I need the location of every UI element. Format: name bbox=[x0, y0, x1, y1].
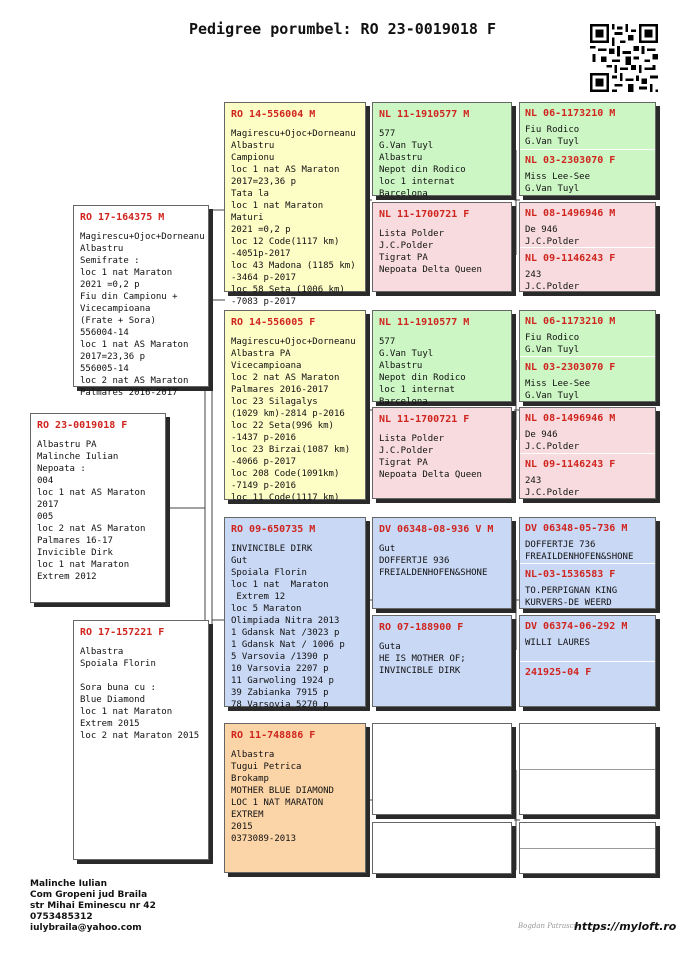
website-link[interactable]: https://myloft.ro bbox=[574, 920, 677, 933]
gggp-pair-card[interactable] bbox=[519, 202, 656, 292]
gggp-details: De 946 J.C.Polder bbox=[525, 225, 580, 247]
gggp-details: De 946 J.C.Polder bbox=[525, 430, 580, 452]
owner-locality: Com Gropeni jud Braila bbox=[30, 890, 148, 900]
gggp-details: Fiu Rodico G.Van Tuyl bbox=[525, 333, 580, 355]
gggp-ring: DV 06374-06-292 M bbox=[525, 621, 628, 632]
great-grandparent-ring: NL 11-1700721 F bbox=[379, 209, 470, 220]
great-grandparent-card[interactable] bbox=[372, 615, 512, 707]
gggp-entry bbox=[520, 150, 655, 196]
gggp-pair-card-empty[interactable] bbox=[519, 822, 656, 874]
grandparent-ring: RO 11-748886 F bbox=[231, 730, 316, 741]
great-grandparent-card[interactable] bbox=[372, 202, 512, 292]
gggp-ring: DV 06348-05-736 M bbox=[525, 523, 628, 534]
gggp-entry bbox=[520, 408, 655, 453]
great-grandparent-card[interactable] bbox=[372, 102, 512, 199]
gggp-entry bbox=[520, 248, 655, 292]
great-grandparent-card-empty[interactable] bbox=[372, 822, 512, 874]
great-grandparent-card-empty[interactable] bbox=[372, 723, 512, 815]
gggp-ring: NL 09-1146243 F bbox=[525, 459, 616, 470]
great-grandparent-details: Lista Polder J.C.Polder Tigrat PA Nepoata Delta Queen bbox=[379, 434, 482, 480]
gggp-ring: NL 03-2303070 F bbox=[525, 155, 616, 166]
gggp-details: 243 J.C.Polder bbox=[525, 476, 580, 498]
gggp-details: Miss Lee-See G.Van Tuyl bbox=[525, 172, 591, 194]
gggp-pair-card[interactable] bbox=[519, 517, 656, 609]
gggp-details: WILLI LAURES bbox=[525, 638, 591, 648]
great-grandparent-ring: NL 11-1910577 M bbox=[379, 109, 470, 120]
great-grandparent-ring: NL 11-1910577 M bbox=[379, 317, 470, 328]
gggp-entry bbox=[520, 357, 655, 402]
gggp-entry bbox=[520, 616, 655, 661]
gggp-pair-card-empty[interactable] bbox=[519, 723, 656, 815]
gggp-ring: NL 08-1496946 M bbox=[525, 413, 616, 424]
sire-ring: RO 17-164375 M bbox=[80, 212, 165, 223]
gggp-ring: NL 03-2303070 F bbox=[525, 362, 616, 373]
great-grandparent-card[interactable] bbox=[372, 407, 512, 499]
grandparent-details: Albastra Tugui Petrica Brokamp MOTHER BLUE DIAMOND LOC 1 NAT MARATON EXTREM 2015 0373089-2013 bbox=[231, 750, 334, 844]
owner-street: str Mihai Eminescu nr 42 bbox=[30, 901, 156, 911]
great-grandparent-ring: NL 11-1700721 F bbox=[379, 414, 470, 425]
dam-ring: RO 17-157221 F bbox=[80, 627, 165, 638]
gggp-pair-card[interactable] bbox=[519, 102, 656, 196]
subject-details: Albastru PA Malinche Iulian Nepoata : 004 loc 1 nat AS Maraton 2017 005 loc 2 nat AS Maraton Palmares 16-17 Invicible Dirk loc 1 nat Maraton Extrem 2012 bbox=[37, 440, 146, 582]
gggp-pair-card[interactable] bbox=[519, 615, 656, 707]
gggp-entry bbox=[520, 849, 655, 874]
gggp-details: 243 J.C.Polder bbox=[525, 270, 580, 292]
great-grandparent-ring: DV 06348-08-936 V M bbox=[379, 524, 494, 535]
gggp-ring: NL 08-1496946 M bbox=[525, 208, 616, 219]
owner-contact-block bbox=[30, 879, 156, 934]
great-grandparent-details: Guta HE IS MOTHER OF; INVINCIBLE DIRK bbox=[379, 642, 466, 676]
signature-image: Bogdan Patrascu bbox=[518, 922, 579, 930]
gggp-ring: NL 06-1173210 M bbox=[525, 108, 616, 119]
gggp-details: TO.PERPIGNAN KING KURVERS-DE WEERD bbox=[525, 586, 618, 608]
grandsire-paternal-card[interactable] bbox=[224, 102, 366, 307]
subject-ring: RO 23-0019018 F bbox=[37, 420, 128, 431]
gggp-entry bbox=[520, 311, 655, 356]
grandparent-details: Magirescu+Ojoc+Dorneanu Albastra PA Vicecampioana loc 2 nat AS Maraton Palmares 2016-2017 loc 23 Silagalys (1029 km)-2814 p-2016 loc 22 Seta(996 km) -1437 p-2016 loc 23 Birzai(1087 km) -4066 p-2017 loc 208 Code(1091km) -7149 p-2016 loc 11 Code(1117 km) bbox=[231, 337, 356, 503]
sire-card[interactable] bbox=[73, 205, 209, 398]
grandparent-ring: RO 14-556005 F bbox=[231, 317, 316, 328]
gggp-entry bbox=[520, 103, 655, 148]
great-grandparent-card[interactable] bbox=[372, 517, 512, 609]
gggp-pair-card[interactable] bbox=[519, 407, 656, 499]
gggp-entry bbox=[520, 662, 655, 707]
gggp-details: DOFFERTJE 736 FREAILDENHOFEN&SHONE bbox=[525, 540, 634, 562]
grandparent-ring: RO 14-556004 M bbox=[231, 109, 316, 120]
gggp-details: Fiu Rodico G.Van Tuyl bbox=[525, 125, 580, 147]
great-grandparent-details: 577 G.Van Tuyl Albastru Nepot din Rodico loc 1 internat Barcelona bbox=[379, 337, 466, 407]
great-grandparent-details: Lista Polder J.C.Polder Tigrat PA Nepoata Delta Queen bbox=[379, 229, 482, 275]
gggp-entry bbox=[520, 724, 655, 769]
owner-name: Malinche Iulian bbox=[30, 879, 107, 889]
gggp-entry bbox=[520, 564, 655, 609]
subject-card[interactable] bbox=[30, 413, 166, 603]
granddam-maternal-card[interactable] bbox=[224, 723, 366, 873]
gggp-entry bbox=[520, 823, 655, 848]
gggp-ring: NL 09-1146243 F bbox=[525, 253, 616, 264]
gggp-pair-card[interactable] bbox=[519, 310, 656, 402]
gggp-entry bbox=[520, 454, 655, 499]
great-grandparent-ring: RO 07-188900 F bbox=[379, 622, 464, 633]
great-grandparent-card[interactable] bbox=[372, 310, 512, 407]
dam-details: Albastra Spoiala Florin Sora buna cu : Blue Diamond loc 1 nat Maraton Extrem 2015 loc 2 nat Maraton 2015 bbox=[80, 647, 200, 741]
granddam-paternal-card[interactable] bbox=[224, 310, 366, 503]
sire-details: Magirescu+Ojoc+Dorneanu Albastru Semifrate : loc 1 nat Maraton 2021 =0,2 p Fiu din Campionu + Vicecampioana (Frate + Sora) 556004-14 loc 1 nat AS Maraton 2017=23,36 p 556005-14 loc 2 nat AS Maraton Palmares 2016-2017 bbox=[80, 232, 205, 398]
owner-phone: 0753485312 bbox=[30, 912, 93, 922]
grandparent-ring: RO 09-650735 M bbox=[231, 524, 316, 535]
owner-email[interactable]: iulybraila@yahoo.com bbox=[30, 923, 142, 933]
gggp-ring: NL-03-1536583 F bbox=[525, 569, 616, 580]
page-title: Pedigree porumbel: RO 23-0019018 F bbox=[188, 20, 497, 38]
grandparent-details: INVINCIBLE DIRK Gut Spoiala Florin loc 1 nat Maraton Extrem 12 loc 5 Maraton Olimpiada Nitra 2013 1 Gdansk Nat /3023 p 1 Gdansk Nat / 1006 p 5 Varsovia /1390 p 10 Varsovia 2207 p 11 Garwoling 1924 p 39 Zabianka 7915 p 78 Varsovia 5270 p bbox=[231, 544, 345, 710]
great-grandparent-details: Gut DOFFERTJE 936 FREIALDENHOFEN&SHONE bbox=[379, 544, 488, 578]
gggp-entry bbox=[520, 203, 655, 247]
grandsire-maternal-card[interactable] bbox=[224, 517, 366, 710]
gggp-ring: NL 06-1173210 M bbox=[525, 316, 616, 327]
dam-card[interactable] bbox=[73, 620, 209, 860]
gggp-details: Miss Lee-See G.Van Tuyl bbox=[525, 379, 591, 401]
gggp-ring: 241925-04 F bbox=[525, 667, 592, 678]
grandparent-details: Magirescu+Ojoc+Dorneanu Albastru Campionu loc 1 nat AS Maraton 2017=23,36 p Tata la loc 1 nat Maraton Maturi 2021 =0,2 p loc 12 Code(1117 km) -4051p-2017 loc 43 Madona (1185 km) -3464 p-2017 loc 58 Seta (1006 km) -7083 p-2017 bbox=[231, 129, 356, 307]
gggp-entry bbox=[520, 518, 655, 563]
great-grandparent-details: 577 G.Van Tuyl Albastru Nepot din Rodico loc 1 internat Barcelona bbox=[379, 129, 466, 199]
gggp-entry bbox=[520, 770, 655, 815]
